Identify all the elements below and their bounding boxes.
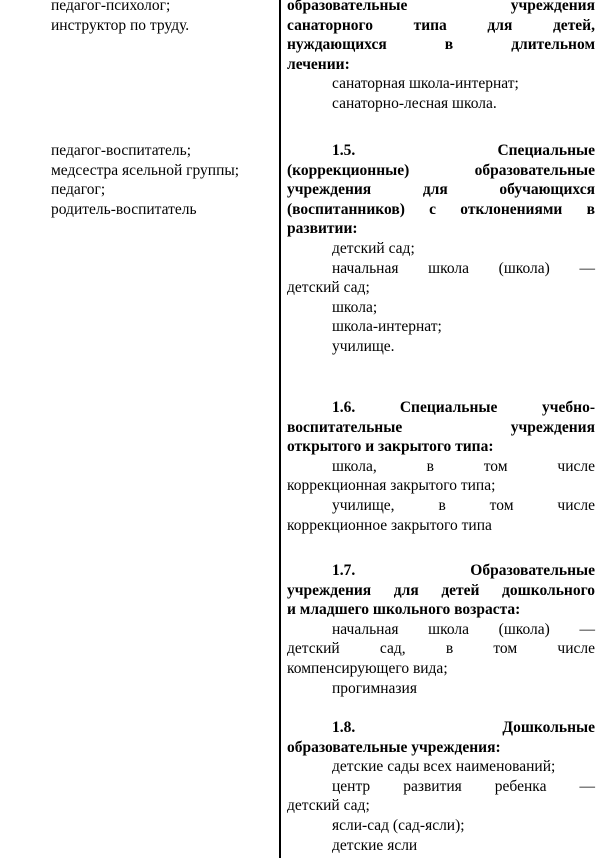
section-1-5 bbox=[287, 141, 595, 357]
heading-line: (воспитанников) с отклонениями в bbox=[287, 200, 595, 218]
list-item: санаторно-лесная школа. bbox=[332, 94, 497, 112]
role-line: медсестра ясельной группы; bbox=[51, 161, 240, 179]
heading-line: санаторного типа для детей, bbox=[287, 16, 595, 34]
role-line: родитель-воспитатель bbox=[51, 200, 197, 218]
left-group-2 bbox=[51, 141, 273, 219]
list-item: начальная школа (школа) — bbox=[332, 620, 595, 638]
role-line: педагог-психолог; bbox=[51, 0, 171, 14]
heading-line: развитии: bbox=[287, 220, 358, 238]
heading-line: нуждающихся в длительном bbox=[287, 36, 595, 54]
role-line: инструктор по труду. bbox=[51, 16, 190, 34]
heading-line: учреждения для обучающихся bbox=[287, 181, 595, 199]
heading-line: 1.5. Специальные bbox=[332, 142, 595, 159]
heading-line: воспитательные учреждения bbox=[287, 418, 595, 436]
section-heading bbox=[287, 561, 595, 620]
heading-line: 1.7. Образовательные bbox=[332, 562, 595, 579]
list-item: школа, в том числе bbox=[332, 457, 595, 475]
role-line: педагог; bbox=[51, 181, 106, 199]
heading-line: (коррекционные) образовательные bbox=[287, 161, 595, 179]
section-1-7 bbox=[287, 561, 595, 698]
section-heading bbox=[287, 398, 595, 457]
section-heading bbox=[287, 0, 595, 74]
list-item: детские ясли bbox=[332, 836, 418, 854]
list-item: санаторная школа-интернат; bbox=[332, 75, 519, 93]
heading-line: образовательные учреждения: bbox=[287, 738, 501, 756]
list-item: ясли-сад (сад-ясли); bbox=[332, 816, 465, 834]
list-item: начальная школа (школа) — bbox=[332, 259, 595, 277]
list-item: коррекционное закрытого типа bbox=[287, 516, 492, 534]
list-item: компенсирующего вида; bbox=[287, 659, 448, 677]
heading-line: и младшего школьного возраста: bbox=[287, 601, 521, 619]
list-item: центр развития ребенка — bbox=[332, 777, 595, 795]
list-item: прогимназия bbox=[332, 679, 417, 697]
list-item: училище, в том числе bbox=[332, 496, 595, 514]
left-group-1 bbox=[51, 0, 273, 35]
list-item: училище. bbox=[332, 337, 395, 355]
list-item: детские сады всех наименований; bbox=[332, 758, 556, 776]
heading-line: образовательные учреждения bbox=[287, 0, 595, 14]
heading-line: лечении: bbox=[287, 55, 350, 73]
role-line: педагог-воспитатель; bbox=[51, 142, 191, 159]
list-item: детский сад; bbox=[332, 239, 415, 257]
list-item: детский сад; bbox=[287, 279, 370, 297]
list-item: школа; bbox=[332, 298, 378, 316]
list-item: коррекционная закрытого типа; bbox=[287, 477, 496, 495]
section-1-6 bbox=[287, 398, 595, 535]
section-1-8 bbox=[287, 718, 595, 855]
list-item: школа-интернат; bbox=[332, 318, 442, 336]
section-heading bbox=[287, 718, 595, 757]
heading-line: 1.8. Дошкольные bbox=[332, 719, 595, 736]
heading-line: открытого и закрытого типа: bbox=[287, 438, 494, 456]
heading-line: 1.6. Специальные учебно- bbox=[332, 399, 595, 416]
list-item: детский сад, в том числе bbox=[287, 640, 595, 658]
section-sanatorium bbox=[287, 0, 595, 114]
list-item: детский сад; bbox=[287, 797, 370, 815]
column-divider bbox=[279, 0, 281, 858]
section-heading bbox=[287, 141, 595, 239]
heading-line: учреждения для детей дошкольного bbox=[287, 581, 595, 599]
